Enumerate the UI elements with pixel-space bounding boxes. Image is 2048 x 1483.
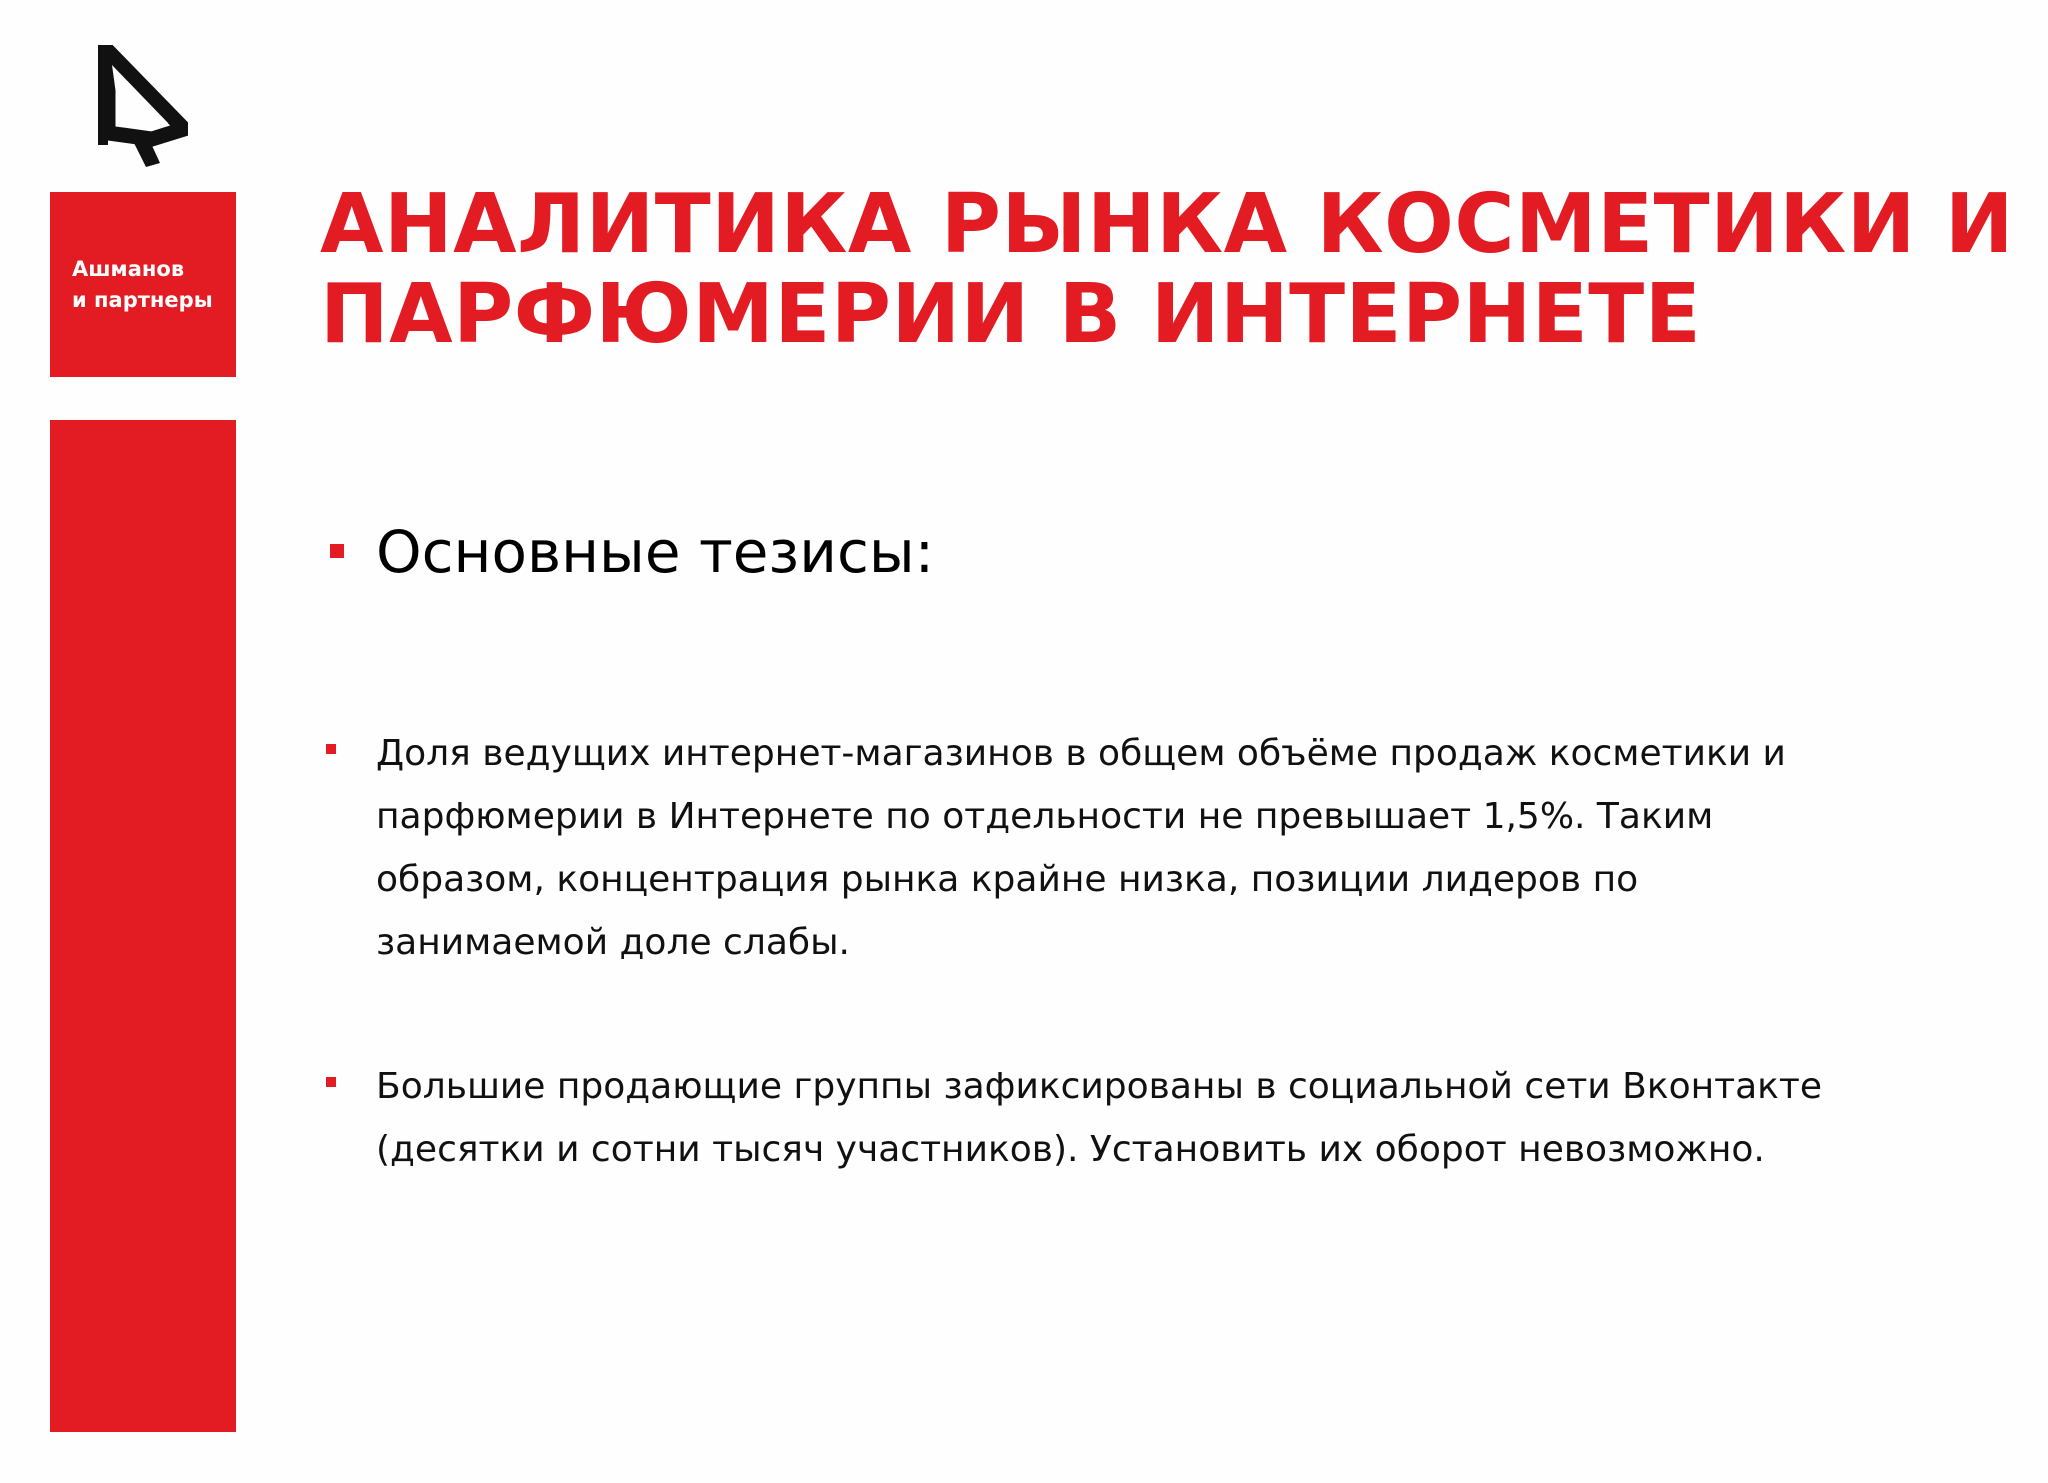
bullet-square-icon <box>326 744 336 754</box>
slide-title <box>320 177 2020 362</box>
brand-logo-block <box>50 192 236 377</box>
list-item-line: образом, концентрация рынка крайне низка, позиции лидеров по <box>376 859 1639 900</box>
section-heading-text: Основные тезисы: <box>376 518 935 586</box>
list-item-line: Большие продающие группы зафиксированы в социальной сети Вконтакте <box>376 1066 1823 1107</box>
list-item-line: занимаемой доле слабы. <box>376 922 850 963</box>
ap-arrow-logo-icon <box>98 45 188 167</box>
bullet-square-icon <box>326 1077 336 1087</box>
list-item-line: парфюмерии в Интернете по отдельности не превышает 1,5%. Таким <box>376 796 1714 837</box>
slide-title-line-2: ПАРФЮМЕРИИ В ИНТЕРНЕТЕ <box>320 267 1702 362</box>
list-item-line: Доля ведущих интернет-магазинов в общем объёме продаж косметики и <box>376 733 1786 774</box>
slide-title-line-1: АНАЛИТИКА РЫНКА КОСМЕТИКИ И <box>320 177 2015 272</box>
decorative-side-bar <box>50 420 236 1432</box>
list-item-line: (десятки и сотни тысяч участников). Установить их оборот невозможно. <box>376 1129 1765 1170</box>
brand-name-line-2: и партнеры <box>72 288 213 312</box>
list-item-text <box>376 1055 1996 1181</box>
bullet-square-icon <box>330 544 344 558</box>
list-item-text <box>376 722 1996 974</box>
brand-name-line-1: Ашманов <box>72 257 185 281</box>
section-heading <box>320 516 1520 596</box>
